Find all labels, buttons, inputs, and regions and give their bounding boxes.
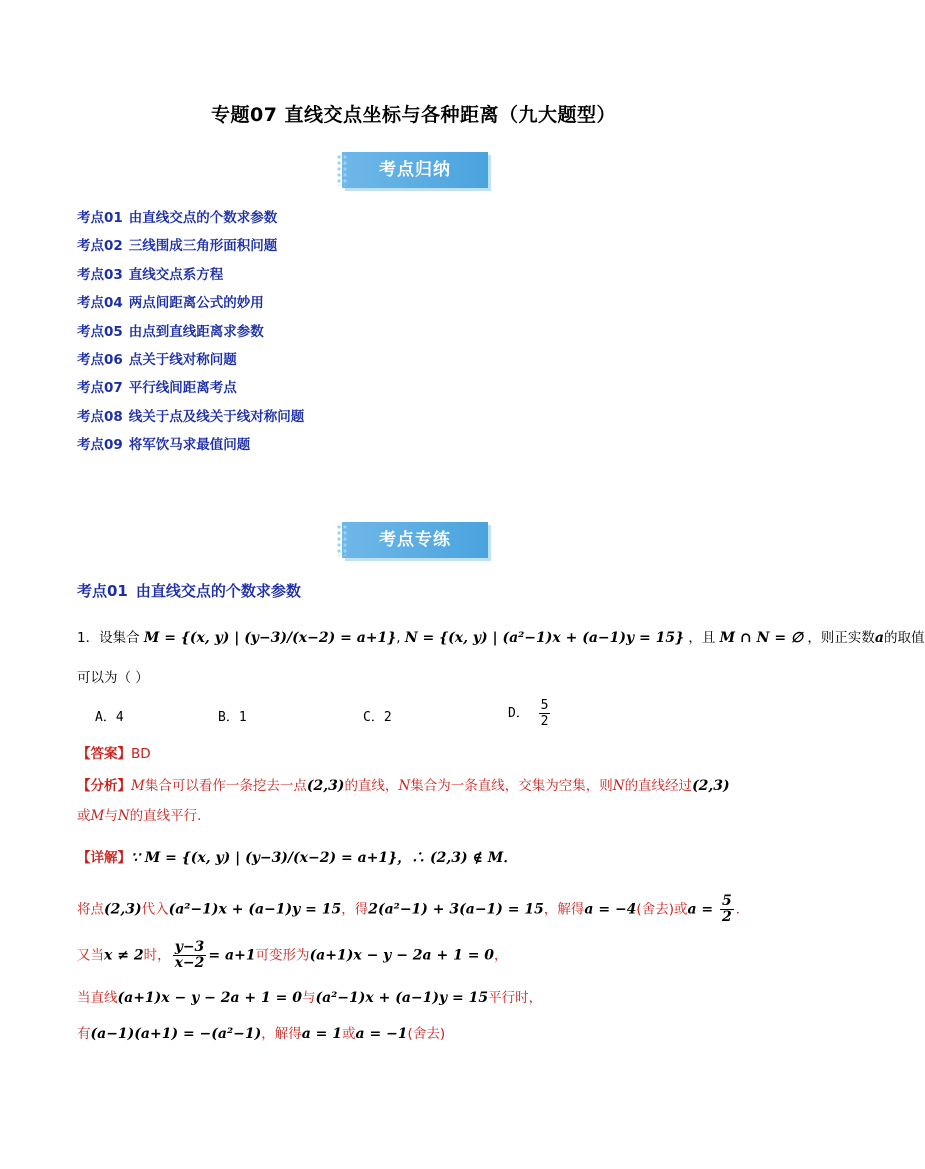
analysis-line1: 【分析】M集合可以看作一条挖去一点(2,3)的直线，N集合为一条直线，交集为空集，则N的直线经过(2,3) [77,778,730,794]
set-m-expression: M = {(x, y) | (y−3)/(x−2) = a+1} [143,630,397,646]
detail-line3: 又当x ≠ 2时， $\frac{y-3}{x-2}$ = a+1可变形为(a+1)x − y − 2a + 1 = 0， [77,939,508,971]
banner-label: 考点归纳 [379,160,451,180]
topic-item: 考点04 两点间距离公式的妙用 [77,295,264,312]
topic-item: 考点06 点关于线对称问题 [77,351,237,368]
question-stem: 1．设集合 M = {(x, y) | (y−3)/(x−2) = a+1}, N = {(x, y) | (a²−1)x + (a−1)y = 15} ，且 M ∩ N = ∅ ，则正实数a的取值 [77,630,925,646]
topic-item: 考点02 三线围成三角形面积问题 [77,238,278,255]
topic-item: 考点01 由直线交点的个数求参数 [77,210,278,226]
topic-item: 考点03 直线交点系方程 [77,266,224,283]
topic-list [77,208,304,464]
topic-item: 考点09 将军饮马求最值问题 [77,437,251,454]
section-heading: 考点01 由直线交点的个数求参数 [77,582,301,600]
answer-line: 【答案】BD [77,746,151,762]
detail-line2: 将点(2,3)代入(a²−1)x + (a−1)y = 15，得2(a²−1) + 3(a−1) = 15，解得a = −4(舍去)或a = $\frac{5}{2}$ ． [77,893,750,925]
option-c: C．2 [363,710,392,725]
question-stem-line2: 可以为（ ） [77,670,149,686]
detail-line5: 有(a−1)(a+1) = −(a²−1)，解得a = 1或a = −1(舍去) [77,1026,446,1042]
analysis-line2: 或M与N的直线平行． [77,808,211,824]
banner-kaodian-zhuanlian [342,522,488,558]
detail-line1: 【详解】∵ M = {(x, y) | (y−3)/(x−2) = a+1}，∴ (2,3) ∉ M． [77,850,518,866]
option-b: B．1 [218,710,247,725]
option-d: D． $\frac{5}{2}$ [508,698,549,729]
option-a: A．4 [95,710,124,725]
banner-kaodian-guina [342,152,488,188]
topic-item: 考点07 平行线间距离考点 [77,380,237,397]
condition-expression: M ∩ N = ∅ [719,630,804,646]
banner-label: 考点专练 [379,530,451,550]
detail-line4: 当直线(a+1)x − y − 2a + 1 = 0与(a²−1)x + (a−1)y = 15平行时， [77,990,543,1006]
topic-item: 考点05 由点到直线距离求参数 [77,323,264,340]
fraction-five-halves: $\frac{5}{2}$ [540,698,549,729]
page-title: 专题07 直线交点坐标与各种距离（九大题型） [210,104,617,126]
set-n-expression: N = {(x, y) | (a²−1)x + (a−1)y = 15} [404,630,685,646]
topic-item: 考点08 线关于点及线关于线对称问题 [77,408,305,425]
